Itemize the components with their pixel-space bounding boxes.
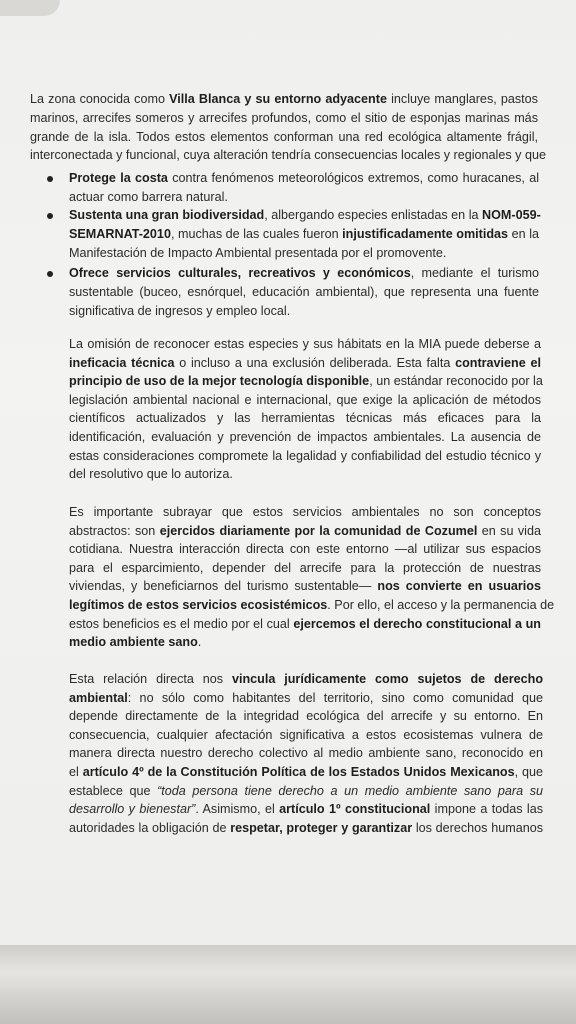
text-run: grande de la isla. Todos estos elementos conforman una red ecológica altamente frágil, [30, 130, 538, 144]
text-line [69, 447, 541, 465]
text-run: . [197, 635, 202, 650]
bold-run: ineficacia técnica [69, 355, 175, 370]
text-line [30, 128, 538, 146]
bold-run: artículo 1º constitucional [279, 802, 431, 817]
text-line [69, 264, 539, 282]
text-line [30, 109, 538, 127]
text-line [69, 819, 543, 837]
text-line [69, 188, 539, 206]
text-run: viviendas, y beneficiarnos del turismo sustentable— [69, 579, 378, 594]
bullet-dot [47, 176, 53, 182]
text-run: cotidiana. Nuestra interacción directa con este entorno —al utilizar sus espacios [69, 542, 541, 557]
bold-run: vincula jurídicamente como sujetos de derecho [231, 672, 544, 686]
text-run: depende directamente de la integridad ecológica del arrecife y su entorno. En [69, 709, 543, 724]
text-run: : no sólo como habitantes del territorio, sino como comunidad que [127, 690, 543, 705]
text-run: científicos actualizados y las herramientas técnicas más eficaces para la [69, 411, 541, 426]
italic-run: “toda persona tiene derecho a un medio ambiente sano para su [157, 783, 543, 798]
text-line [69, 169, 539, 187]
bold-run: SEMARNAT-2010 [69, 227, 171, 241]
text-line [69, 615, 541, 633]
text-line [69, 465, 541, 483]
text-run: consecuencia, cualquier afectación significativa a estos ecosistemas vulnera de [69, 727, 543, 742]
text-line [69, 763, 543, 781]
text-run: impone a todas las [430, 802, 543, 817]
text-run: estas consideraciones compromete la legalidad y confiabilidad del estudio técnico y [69, 448, 541, 463]
text-run: manera directa nuestro derecho colectivo al medio ambiente sano, reconocido en [69, 746, 543, 761]
text-run: significativa de ingresos y empleo local. [69, 304, 291, 318]
bullet-dot [47, 271, 53, 277]
text-run: La zona conocida como [30, 92, 170, 106]
text-run: identificación, evaluación y prevención de impactos ambientales. La ausencia de [69, 430, 541, 444]
text-line [69, 335, 541, 353]
text-run: el [69, 765, 83, 779]
text-line [69, 503, 541, 521]
text-line [69, 283, 539, 301]
text-line [69, 782, 543, 800]
text-run: del resolutivo que lo autoriza. [69, 467, 233, 482]
text-run: Es importante subrayar que estos servicios ambientales no son conceptos [69, 505, 541, 519]
background-fabric [0, 945, 576, 1024]
text-line [69, 726, 543, 744]
text-line [69, 707, 543, 725]
text-run: contra fenómenos meteorológicos extremos, como huracanes, al [167, 171, 540, 185]
bold-run: respetar, proteger y garantizar [230, 820, 413, 835]
text-run: en su vida [477, 523, 541, 538]
text-run: , albergando especies enlistadas en la [264, 208, 482, 222]
text-run: legislación ambiental nacional e internacional, que exige la aplicación de métodos [69, 392, 541, 407]
bold-run: Protege la costa [69, 171, 168, 185]
text-run: La omisión de reconocer estas especies y sus hábitats en la MIA puede deberse a [69, 337, 541, 351]
bullet-dot [47, 213, 53, 219]
text-line [69, 372, 541, 390]
text-run: o incluso a una exclusión deliberada. Esta falta [174, 355, 456, 370]
text-line [69, 409, 541, 427]
text-run: . Asimismo, el [195, 802, 280, 817]
bold-run: contraviene el [455, 355, 541, 370]
text-run: . Por ello, el acceso y la permanencia de [327, 598, 555, 612]
text-line [69, 522, 541, 540]
text-line [69, 596, 555, 614]
text-run: actuar como barrera natural. [69, 190, 228, 204]
text-run: autoridades la obligación de [69, 820, 231, 835]
bold-run: Ofrece servicios culturales, recreativos y económicos [69, 266, 411, 280]
text-run: para el esparcimiento, depender del arrecife para la protección de nuestras [69, 560, 541, 575]
text-line [30, 90, 538, 108]
bold-run: ejercidos diariamente por la comunidad de Cozumel [159, 523, 478, 538]
text-line [69, 800, 543, 818]
text-line [69, 540, 541, 558]
bold-run: ejercemos el derecho constitucional a un [293, 616, 541, 631]
bold-run: NOM-059- [482, 208, 541, 222]
text-line [69, 559, 541, 577]
text-run: abstractos: son [69, 523, 160, 538]
text-run: , muchas de las cuales fueron [170, 227, 343, 241]
text-line [69, 391, 541, 409]
text-line [69, 689, 543, 707]
text-line [30, 146, 546, 164]
text-line [69, 225, 539, 243]
text-line [69, 244, 539, 262]
text-run: , que [514, 765, 543, 779]
bold-run: Villa Blanca y su entorno adyacente [169, 92, 387, 106]
italic-run: desarrollo y bienestar” [69, 802, 196, 817]
text-line [69, 428, 541, 446]
bold-run: artículo 4º de la Constitución Política de los Estados Unidos Mexicanos [82, 765, 515, 779]
bold-run: principio de uso de la mejor tecnología disponible [69, 374, 370, 389]
bold-run: medio ambiente sano [69, 635, 198, 650]
text-line [69, 744, 543, 762]
text-line [69, 633, 541, 651]
text-run: establece que [69, 783, 158, 798]
text-run: los derechos humanos [412, 820, 543, 835]
text-run: , un estándar reconocido por la [369, 374, 543, 389]
text-run: sustentable (buceo, esnórquel, educación ambiental), que representa una fuente [69, 285, 539, 299]
text-run: interconectada y funcional, cuya alteración tendría consecuencias locales y regionales y que [30, 148, 546, 162]
text-line [69, 577, 541, 595]
text-line [69, 354, 541, 372]
bold-run: injustificadamente omitidas [342, 227, 509, 241]
text-run: marinos, arrecifes someros y arrecifes profundos, como el sitio de esponjas marinas más [30, 111, 538, 125]
text-run: estos beneficios es el medio por el cual [69, 616, 294, 631]
bold-run: ambiental [69, 690, 128, 705]
text-run: en la [508, 227, 539, 241]
bold-run: nos convierte en usuarios [377, 579, 541, 594]
text-run: Esta relación directa nos [69, 672, 232, 686]
text-line [69, 302, 539, 320]
text-run: Manifestación de Impacto Ambiental presentada por el promovente. [69, 246, 447, 260]
text-run: incluye manglares, pastos [386, 92, 538, 106]
text-line [69, 206, 539, 224]
bold-run: Sustenta una gran biodiversidad [69, 208, 265, 222]
bold-run: legítimos de estos servicios ecosistémicos [69, 598, 328, 612]
text-line [69, 670, 543, 688]
text-run: , mediante el turismo [410, 266, 539, 280]
